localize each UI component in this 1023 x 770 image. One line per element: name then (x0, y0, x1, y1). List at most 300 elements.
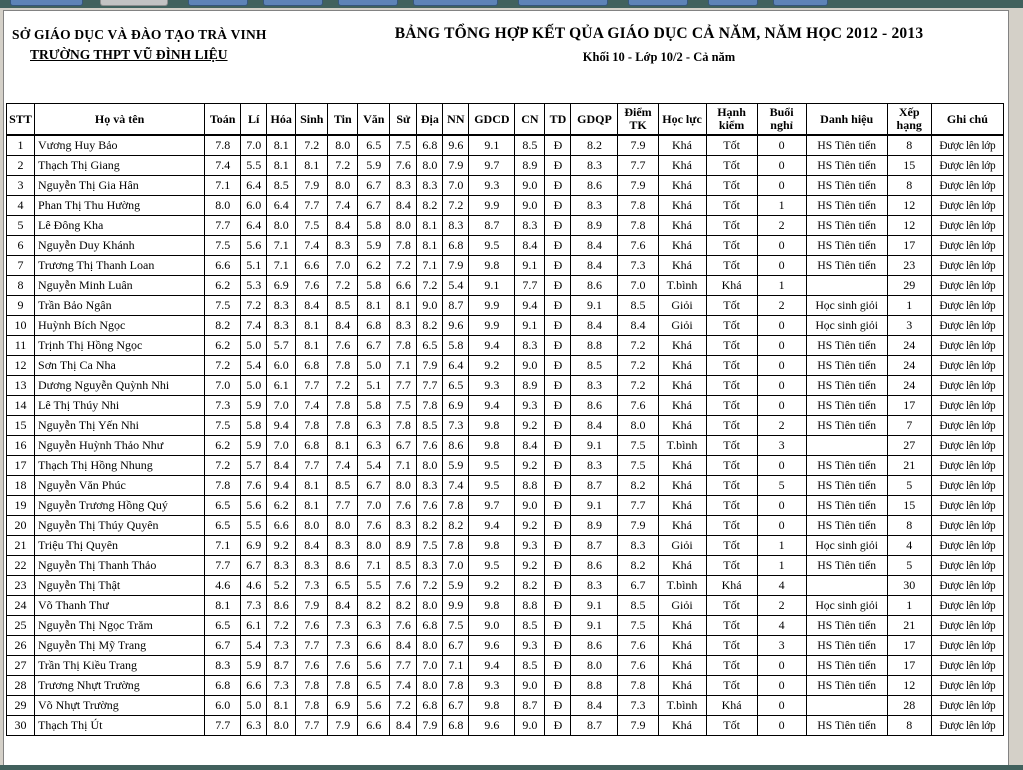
column-header: Sử (390, 104, 417, 136)
cell: Tốt (707, 476, 758, 496)
cell: 3 (888, 316, 932, 336)
cell: 7.9 (618, 516, 658, 536)
cell: 7.7 (296, 196, 328, 216)
cell: Học sinh giỏi (807, 596, 888, 616)
cell: 5.7 (267, 336, 296, 356)
column-header: Văn (358, 104, 390, 136)
cell: 9.9 (469, 196, 515, 216)
cell: 7.1 (267, 256, 296, 276)
cell: 8.3 (571, 376, 618, 396)
cell: 9.4 (267, 416, 296, 436)
cell: HS Tiên tiến (807, 216, 888, 236)
cell: Tốt (707, 196, 758, 216)
cell: Được lên lớp (932, 276, 1004, 296)
cell: 6.3 (358, 436, 390, 456)
cell: 7.9 (618, 176, 658, 196)
cell: 6.4 (443, 356, 469, 376)
cell: 9.2 (515, 456, 545, 476)
toolbar-button[interactable] (188, 0, 248, 6)
cell: HS Tiên tiến (807, 556, 888, 576)
cell: 24 (888, 336, 932, 356)
cell: 17 (888, 396, 932, 416)
table-row (7, 536, 1004, 556)
cell: 8.7 (469, 216, 515, 236)
cell: 0 (758, 656, 807, 676)
table-row (7, 596, 1004, 616)
report-title: BẢNG TỔNG HỢP KẾT QỦA GIÁO DỤC CẢ NĂM, NĂM HỌC 2012 - 2013 (394, 25, 924, 42)
toolbar-button[interactable] (518, 0, 608, 6)
cell: 7.8 (328, 356, 358, 376)
cell: 5.3 (241, 276, 267, 296)
report-page (3, 10, 1009, 766)
cell: Khá (659, 216, 707, 236)
cell: Thạch Thị Giang (35, 156, 205, 176)
cell: 5.8 (358, 396, 390, 416)
cell: 9.1 (571, 496, 618, 516)
table-row (7, 336, 1004, 356)
cell: 5 (7, 216, 35, 236)
cell: Được lên lớp (932, 516, 1004, 536)
cell: Được lên lớp (932, 416, 1004, 436)
column-header: Hạnh kiểm (707, 104, 758, 136)
cell: 5.9 (241, 396, 267, 416)
toolbar-button[interactable] (10, 0, 83, 6)
cell: 6.5 (205, 616, 241, 636)
cell: Được lên lớp (932, 256, 1004, 276)
cell: 7.1 (443, 656, 469, 676)
cell: 7.3 (328, 616, 358, 636)
cell: 1 (758, 276, 807, 296)
cell: Đ (545, 316, 571, 336)
cell: 9.3 (469, 376, 515, 396)
cell: Nguyễn Thị Thanh Thảo (35, 556, 205, 576)
cell: 8.4 (515, 436, 545, 456)
cell: 27 (888, 436, 932, 456)
cell: 7.3 (618, 696, 658, 716)
cell: 9.8 (469, 436, 515, 456)
cell: Đ (545, 536, 571, 556)
cell: HS Tiên tiến (807, 376, 888, 396)
table-row (7, 656, 1004, 676)
cell: 7.7 (390, 376, 417, 396)
column-header: Địa (417, 104, 443, 136)
cell: 7.5 (390, 396, 417, 416)
cell: 24 (888, 376, 932, 396)
cell: 7.6 (328, 336, 358, 356)
cell: Đ (545, 356, 571, 376)
cell: 5.0 (358, 356, 390, 376)
cell: 5.4 (358, 456, 390, 476)
cell: HS Tiên tiến (807, 656, 888, 676)
cell: Đ (545, 336, 571, 356)
cell: 7.7 (328, 496, 358, 516)
cell: 6.7 (358, 176, 390, 196)
toolbar-button[interactable] (413, 0, 498, 6)
cell: 15 (888, 496, 932, 516)
cell: 3 (7, 176, 35, 196)
cell: 7.2 (390, 256, 417, 276)
cell: 26 (7, 636, 35, 656)
cell: Nguyễn Thị Gia Hân (35, 176, 205, 196)
cell: Được lên lớp (932, 636, 1004, 656)
cell: 8.1 (328, 436, 358, 456)
cell: 7.3 (296, 576, 328, 596)
cell: 8.6 (571, 556, 618, 576)
table-row (7, 376, 1004, 396)
cell: 8 (888, 176, 932, 196)
cell: 9.2 (267, 536, 296, 556)
cell: 7 (888, 416, 932, 436)
cell: Tốt (707, 536, 758, 556)
cell: Khá (659, 376, 707, 396)
cell: 0 (758, 716, 807, 736)
cell: 9.2 (515, 556, 545, 576)
cell: 8.0 (358, 536, 390, 556)
cell: 8.0 (296, 516, 328, 536)
cell: 9.8 (469, 536, 515, 556)
cell: 0 (758, 256, 807, 276)
cell: 7.0 (443, 176, 469, 196)
cell: Đ (545, 476, 571, 496)
cell: 7.4 (241, 316, 267, 336)
table-row (7, 636, 1004, 656)
cell: 5.8 (358, 276, 390, 296)
cell: 8.0 (267, 716, 296, 736)
cell: 25 (7, 616, 35, 636)
cell: 6.8 (358, 316, 390, 336)
cell: 8.5 (417, 416, 443, 436)
cell: 6.2 (267, 496, 296, 516)
cell: 9.4 (515, 296, 545, 316)
cell: 18 (7, 476, 35, 496)
cell: Được lên lớp (932, 296, 1004, 316)
cell: 7.2 (205, 456, 241, 476)
cell: Được lên lớp (932, 156, 1004, 176)
cell: 7.6 (296, 656, 328, 676)
table-header-row (7, 104, 1004, 136)
cell: 8.1 (417, 216, 443, 236)
toolbar-button[interactable] (263, 0, 323, 6)
cell: 2 (758, 416, 807, 436)
cell: 5.9 (443, 456, 469, 476)
cell: Nguyễn Thị Mỹ Trang (35, 636, 205, 656)
cell: Được lên lớp (932, 536, 1004, 556)
cell: Khá (659, 176, 707, 196)
cell: 7.2 (417, 276, 443, 296)
toolbar-button[interactable] (338, 0, 398, 6)
cell: 9.6 (443, 316, 469, 336)
cell: 6.6 (358, 636, 390, 656)
cell: 2 (758, 216, 807, 236)
cell: 8.3 (390, 316, 417, 336)
cell: 7.5 (390, 136, 417, 156)
cell: 17 (888, 236, 932, 256)
cell: Được lên lớp (932, 336, 1004, 356)
cell: 8.1 (205, 596, 241, 616)
cell: 9.4 (267, 476, 296, 496)
cell: 8.2 (390, 596, 417, 616)
cell: 8.4 (267, 456, 296, 476)
cell: 7.8 (205, 136, 241, 156)
cell: 7.1 (390, 356, 417, 376)
cell: Nguyễn Huỳnh Thảo Như (35, 436, 205, 456)
cell: 5.4 (241, 636, 267, 656)
cell: 8.0 (328, 176, 358, 196)
cell: 21 (888, 616, 932, 636)
cell: Nguyễn Thị Ngọc Trăm (35, 616, 205, 636)
cell: 8.4 (296, 536, 328, 556)
cell: 21 (888, 456, 932, 476)
cell: 5.5 (358, 576, 390, 596)
cell: 29 (7, 696, 35, 716)
cell: 7.5 (618, 456, 658, 476)
cell: Đ (545, 396, 571, 416)
cell: 8.6 (571, 396, 618, 416)
cell: 7.1 (205, 176, 241, 196)
cell: Triệu Thị Quyên (35, 536, 205, 556)
cell: Được lên lớp (932, 656, 1004, 676)
cell: 4.6 (205, 576, 241, 596)
cell: 0 (758, 676, 807, 696)
cell: 8 (888, 136, 932, 156)
cell: HS Tiên tiến (807, 676, 888, 696)
cell: 8.2 (618, 556, 658, 576)
cell: 8.5 (328, 476, 358, 496)
cell: 27 (7, 656, 35, 676)
table-row (7, 416, 1004, 436)
cell: 0 (758, 236, 807, 256)
cell: Được lên lớp (932, 456, 1004, 476)
cell: Nguyễn Trương Hồng Quý (35, 496, 205, 516)
cell: 8.7 (267, 656, 296, 676)
cell: 9.0 (469, 616, 515, 636)
cell: 8.3 (571, 156, 618, 176)
table-row (7, 716, 1004, 736)
cell: 7.7 (205, 556, 241, 576)
cell: Đ (545, 296, 571, 316)
cell: Đ (545, 656, 571, 676)
cell: Khá (659, 496, 707, 516)
cell: 8.6 (443, 436, 469, 456)
cell: 7.0 (443, 556, 469, 576)
cell: Tốt (707, 416, 758, 436)
cell: 5.6 (241, 496, 267, 516)
cell: 7.9 (417, 716, 443, 736)
cell: 6.8 (417, 616, 443, 636)
cell: 7.6 (296, 276, 328, 296)
cell: 7.5 (417, 536, 443, 556)
cell: 8.3 (267, 556, 296, 576)
cell: Khá (707, 576, 758, 596)
cell: 14 (7, 396, 35, 416)
results-table (6, 103, 1004, 736)
cell: 28 (7, 676, 35, 696)
cell: 8.1 (267, 696, 296, 716)
cell: Khá (659, 416, 707, 436)
cell: Khá (659, 136, 707, 156)
cell: 8.0 (328, 516, 358, 536)
cell: 7.8 (296, 676, 328, 696)
cell: 7.8 (390, 236, 417, 256)
cell: 7.3 (241, 596, 267, 616)
cell: 30 (7, 716, 35, 736)
cell: 1 (7, 136, 35, 156)
table-row (7, 456, 1004, 476)
cell: 5 (888, 556, 932, 576)
cell: Tốt (707, 236, 758, 256)
toolbar-button[interactable] (773, 0, 828, 6)
cell: 9.8 (469, 416, 515, 436)
cell: 7.2 (618, 356, 658, 376)
cell: 20 (7, 516, 35, 536)
cell: HS Tiên tiến (807, 176, 888, 196)
cell: 8.3 (618, 536, 658, 556)
cell: 8.0 (417, 156, 443, 176)
cell: 8.5 (618, 296, 658, 316)
cell: 8.8 (571, 336, 618, 356)
cell: Võ Nhựt Trường (35, 696, 205, 716)
cell: 9.5 (469, 476, 515, 496)
cell: 8.1 (267, 136, 296, 156)
cell: Khá (659, 476, 707, 496)
cell: 7.5 (205, 416, 241, 436)
cell: 8.8 (515, 596, 545, 616)
cell: 7.6 (296, 616, 328, 636)
cell: Được lên lớp (932, 696, 1004, 716)
cell: Nguyễn Văn Phúc (35, 476, 205, 496)
cell: 1 (758, 556, 807, 576)
cell: 8.1 (296, 476, 328, 496)
cell: 8.7 (571, 536, 618, 556)
cell: 8.6 (571, 176, 618, 196)
cell: 7.2 (618, 336, 658, 356)
cell: 8.5 (515, 656, 545, 676)
cell: Khá (659, 156, 707, 176)
cell: 6.1 (267, 376, 296, 396)
cell: 5.0 (241, 336, 267, 356)
cell: T.bình (659, 696, 707, 716)
cell: 6.9 (241, 536, 267, 556)
cell: 8.5 (515, 136, 545, 156)
cell: 7.7 (618, 496, 658, 516)
cell: 15 (7, 416, 35, 436)
cell: 8.5 (618, 596, 658, 616)
toolbar-button[interactable] (708, 0, 758, 6)
cell: 8.9 (571, 516, 618, 536)
cell: 6.8 (205, 676, 241, 696)
cell: 5.9 (358, 156, 390, 176)
cell: 9.7 (469, 496, 515, 516)
cell: HS Tiên tiến (807, 256, 888, 276)
table-body (7, 136, 1004, 736)
cell: 7.8 (443, 536, 469, 556)
cell: 7.9 (618, 716, 658, 736)
cell: Khá (659, 236, 707, 256)
cell: 7.9 (328, 716, 358, 736)
cell: 7.8 (296, 696, 328, 716)
cell: 8.3 (417, 476, 443, 496)
cell: 8.3 (571, 456, 618, 476)
toolbar-button[interactable] (628, 0, 688, 6)
cell: 7.7 (618, 156, 658, 176)
cell: 7.2 (205, 356, 241, 376)
column-header: Ghi chú (932, 104, 1004, 136)
cell: 6.7 (390, 436, 417, 456)
cell: 8.0 (390, 216, 417, 236)
cell: Tốt (707, 376, 758, 396)
cell: Trương Nhựt Trường (35, 676, 205, 696)
cell: 8.1 (358, 296, 390, 316)
cell: 6.7 (358, 336, 390, 356)
cell: HS Tiên tiến (807, 616, 888, 636)
table-row (7, 696, 1004, 716)
cell: 6.7 (443, 696, 469, 716)
cell: Tốt (707, 716, 758, 736)
cell: 9.3 (469, 176, 515, 196)
cell: Đ (545, 156, 571, 176)
cell: Đ (545, 176, 571, 196)
cell: 6.4 (241, 176, 267, 196)
cell: Khá (707, 696, 758, 716)
cell: Học sinh giỏi (807, 296, 888, 316)
cell: 7.8 (390, 416, 417, 436)
cell: 0 (758, 316, 807, 336)
cell: Được lên lớp (932, 376, 1004, 396)
cell: 6.8 (443, 716, 469, 736)
cell: 30 (888, 576, 932, 596)
cell: 6.5 (328, 576, 358, 596)
cell: 8.3 (267, 316, 296, 336)
cell: 6.6 (241, 676, 267, 696)
cell: 13 (7, 376, 35, 396)
cell: Đ (545, 576, 571, 596)
cell: 6.9 (328, 696, 358, 716)
cell: Được lên lớp (932, 176, 1004, 196)
cell: 10 (7, 316, 35, 336)
cell: 4 (7, 196, 35, 216)
cell: Khá (659, 636, 707, 656)
cell: 7.3 (267, 636, 296, 656)
cell: 6.0 (241, 196, 267, 216)
table-row (7, 196, 1004, 216)
cell: 8.9 (390, 536, 417, 556)
cell: 8.4 (571, 256, 618, 276)
cell: T.bình (659, 576, 707, 596)
cell: Giỏi (659, 296, 707, 316)
cell: Tốt (707, 636, 758, 656)
cell: 7.2 (328, 276, 358, 296)
cell: Tốt (707, 396, 758, 416)
cell: 8.2 (205, 316, 241, 336)
toolbar-button[interactable] (100, 0, 168, 6)
cell: 7.0 (267, 396, 296, 416)
cell: Được lên lớp (932, 476, 1004, 496)
cell: 9.1 (515, 316, 545, 336)
cell: Tốt (707, 216, 758, 236)
cell: 7.9 (296, 176, 328, 196)
cell: 7.0 (205, 376, 241, 396)
cell: 9.6 (469, 636, 515, 656)
cell: 7.5 (618, 436, 658, 456)
cell: 8.2 (515, 576, 545, 596)
cell: Được lên lớp (932, 356, 1004, 376)
cell: 9.3 (515, 396, 545, 416)
cell: 8.0 (267, 216, 296, 236)
cell (807, 276, 888, 296)
cell: 9.8 (469, 256, 515, 276)
cell: 7.4 (205, 156, 241, 176)
cell: 5.4 (443, 276, 469, 296)
